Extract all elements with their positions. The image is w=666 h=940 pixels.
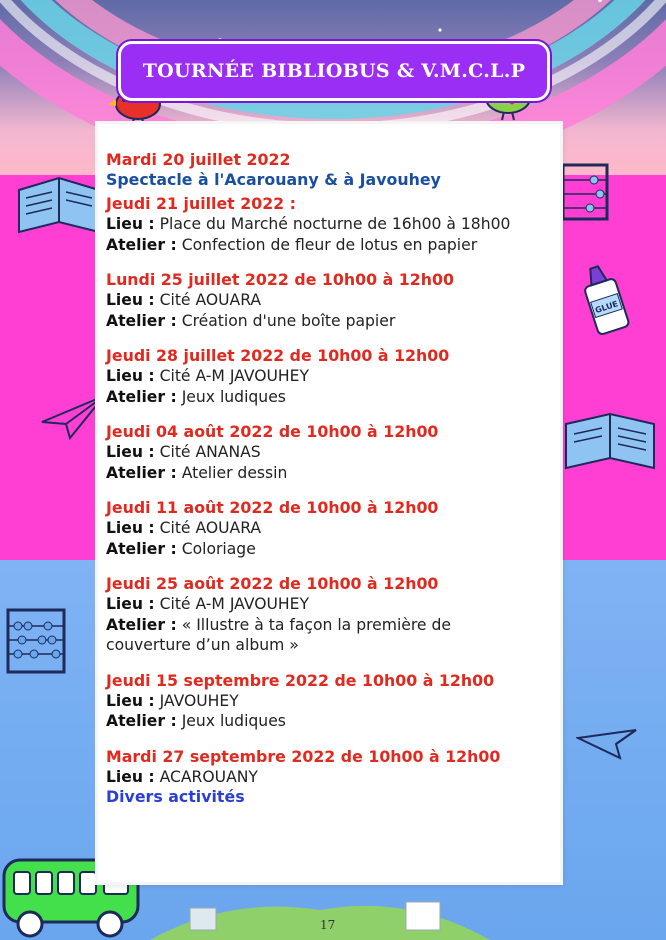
event-date: Lundi 25 juillet 2022 de 10h00 à 12h00 xyxy=(106,270,455,289)
open-book-icon xyxy=(14,170,104,240)
glue-label: GLUE xyxy=(594,299,620,316)
event-description: Spectacle à l'Acarouany & à Javouhey xyxy=(106,170,441,189)
workshop-value: Confection de fleur de lotus en papier xyxy=(181,235,478,254)
event-entry xyxy=(106,150,556,190)
event-workshop xyxy=(106,539,556,560)
workshop-value: Jeux ludiques xyxy=(181,387,286,406)
workshop-label: Atelier : xyxy=(106,311,177,330)
event-date: Jeudi 25 août 2022 de 10h00 à 12h00 xyxy=(106,574,439,593)
event-workshop xyxy=(106,463,556,484)
event-workshop xyxy=(106,711,556,732)
open-book-icon xyxy=(562,408,658,478)
event-entry xyxy=(106,747,556,808)
event-date: Mardi 27 septembre 2022 de 10h00 à 12h00 xyxy=(106,746,501,766)
page-title: TOURNÉE BIBLIOBUS & V.M.C.L.P xyxy=(142,60,526,82)
event-location xyxy=(106,518,556,539)
location-value: Cité A-M JAVOUHEY xyxy=(159,367,310,385)
event-entry xyxy=(106,498,556,559)
event-date: Jeudi 15 septembre 2022 de 10h00 à 12h00 xyxy=(106,670,495,690)
event-workshop xyxy=(106,615,556,636)
location-value: Cité A-M JAVOUHEY xyxy=(159,595,310,613)
abacus-icon xyxy=(4,606,70,680)
location-label: Lieu : xyxy=(106,519,155,537)
workshop-label: Atelier : xyxy=(106,712,177,730)
location-value: Place du Marché nocturne de 16h00 à 18h00 xyxy=(159,215,511,233)
page-number: 17 xyxy=(320,918,336,932)
event-workshop xyxy=(106,235,556,256)
workshop-label: Atelier : xyxy=(106,539,177,558)
location-value: Cité AOUARA xyxy=(159,291,262,309)
event-location xyxy=(106,366,556,387)
workshop-value-continued: couverture d’un album » xyxy=(106,636,299,654)
event-entry xyxy=(106,671,556,732)
event-date: Mardi 20 juillet 2022 xyxy=(106,150,291,169)
event-entry xyxy=(106,422,556,483)
event-date: Jeudi 21 juillet 2022 : xyxy=(106,194,296,213)
title-banner xyxy=(118,41,550,101)
event-date: Jeudi 11 août 2022 de 10h00 à 12h00 xyxy=(106,498,439,517)
workshop-value: « Illustre à ta façon la première de xyxy=(181,615,451,634)
event-workshop xyxy=(106,387,556,408)
event-entry xyxy=(106,270,556,331)
workshop-value: Jeux ludiques xyxy=(181,712,286,730)
location-value: Cité ANANAS xyxy=(159,443,261,461)
event-location xyxy=(106,290,556,311)
event-location xyxy=(106,767,556,788)
location-label: Lieu : xyxy=(106,767,155,786)
location-label: Lieu : xyxy=(106,215,155,233)
location-value: Cité AOUARA xyxy=(159,519,262,537)
event-entry xyxy=(106,574,556,656)
paper-plane-icon xyxy=(576,716,638,762)
workshop-label: Atelier : xyxy=(106,235,177,254)
workshop-label: Atelier : xyxy=(106,387,177,406)
schedule-list xyxy=(106,150,556,822)
workshop-value: Création d'une boîte papier xyxy=(181,311,396,330)
workshop-label: Atelier : xyxy=(106,463,177,482)
event-location xyxy=(106,442,556,463)
event-location xyxy=(106,214,556,235)
event-entry xyxy=(106,346,556,407)
event-date: Jeudi 04 août 2022 de 10h00 à 12h00 xyxy=(106,422,439,441)
location-label: Lieu : xyxy=(106,367,155,385)
location-value: JAVOUHEY xyxy=(159,691,239,710)
workshop-value: Atelier dessin xyxy=(181,463,288,482)
event-date: Jeudi 28 juillet 2022 de 10h00 à 12h00 xyxy=(106,346,450,365)
event-location xyxy=(106,691,556,712)
paper-plane-icon xyxy=(40,392,106,442)
location-label: Lieu : xyxy=(106,691,155,710)
location-value: ACAROUANY xyxy=(159,767,258,786)
location-label: Lieu : xyxy=(106,443,155,461)
workshop-value: Coloriage xyxy=(181,539,256,558)
location-label: Lieu : xyxy=(106,291,155,309)
event-workshop xyxy=(106,311,556,332)
event-location xyxy=(106,594,556,615)
location-label: Lieu : xyxy=(106,595,155,613)
workshop-label: Atelier : xyxy=(106,615,177,634)
abacus-icon xyxy=(560,162,610,224)
glue-bottle-icon xyxy=(574,258,634,338)
event-entry xyxy=(106,194,556,255)
event-activities: Divers activités xyxy=(106,787,245,806)
